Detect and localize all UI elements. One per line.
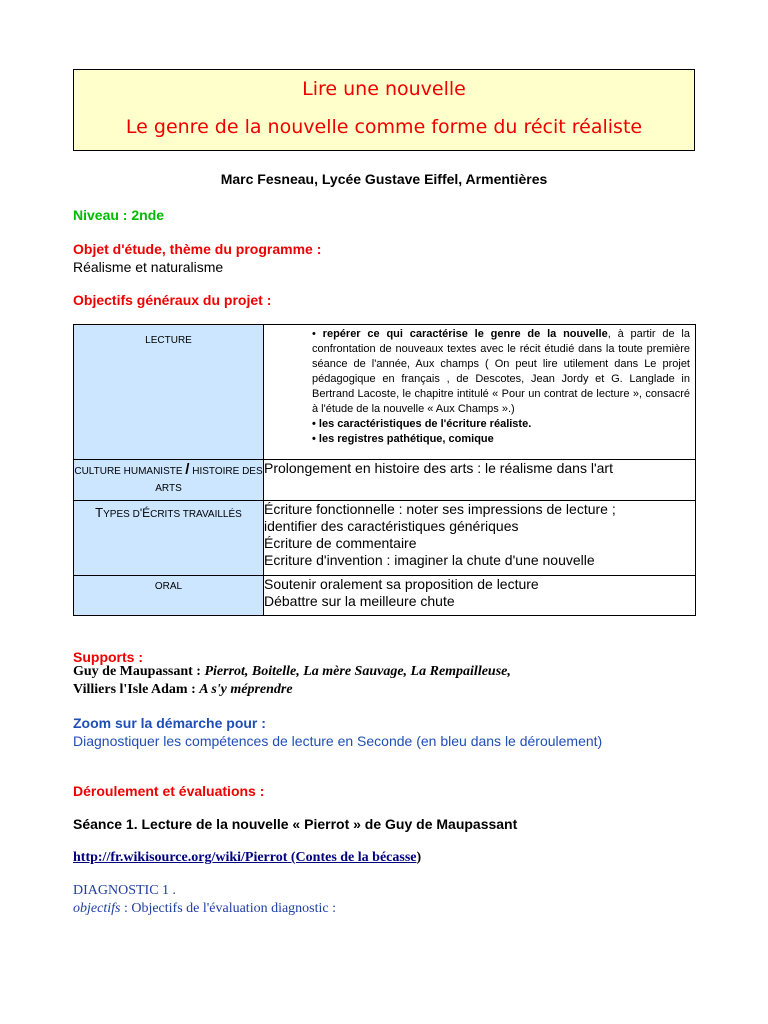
oral-content [264,576,696,616]
types-line-2: identifier des caractéristiques génériques [264,518,519,534]
zoom-label: Zoom sur la démarche pour : [73,715,266,731]
culture-label-2: HISTOIRE DES ARTS [155,466,263,494]
types-label-1: YPES D [103,509,140,520]
objet-value: Réalisme et naturalisme [73,259,224,275]
oral-line-2: Débattre sur la meilleure chute [264,593,455,609]
objectives-table [73,324,696,616]
supports-label: Supports : [73,649,143,665]
oral-cell [74,576,264,616]
types-label [74,501,263,523]
source-link-url: http://fr.wikisource.org/wiki/Pierrot [73,850,288,865]
types-label-cap2: 'É [139,506,151,520]
objectifs-rest: : Objectifs de l'évaluation diagnostic : [120,901,337,916]
author-line: Marc Fesneau, Lycée Gustave Eiffel, Armentières [220,171,548,187]
lecture-bullet-3: • les registres pathétique, comique [312,433,494,445]
seance-heading: Séance 1. Lecture de la nouvelle « Pierrot » de Guy de Maupassant [73,816,518,832]
supports-line-2 [73,682,293,698]
oral-line-1: Soutenir oralement sa proposition de lecture [264,576,539,592]
culture-value-text: Prolongement en histoire des arts : le réalisme dans l'art [264,460,613,476]
culture-label-1: CULTURE HUMANISTE [74,466,183,477]
objectifs-italic: objectifs [73,901,121,916]
types-line-4: Ecriture d'invention : imaginer la chute d'une nouvelle [264,552,595,568]
objet-label: Objet d'étude, thème du programme : [73,241,322,257]
culture-label [74,460,263,497]
lecture-cell [74,325,264,460]
supports-line-1 [73,664,511,680]
lecture-bullet-1-bold: repérer ce qui caractérise le genre de la nouvelle [322,328,608,340]
supports-author-2: Villiers l'Isle Adam : [73,682,200,697]
supports-works-2: A s'y méprendre [199,682,293,697]
lecture-bullets [264,325,695,449]
table-row [74,501,696,576]
lecture-content [264,325,696,460]
types-line-3: Écriture de commentaire [264,535,417,551]
source-link[interactable] [73,850,417,865]
types-content [264,501,696,576]
source-link-text: (Contes de la bécasse [290,850,417,865]
culture-separator: / [185,461,190,478]
lecture-bullet-1: • repérer ce qui caractérise le genre de la nouvelle, à partir de la confrontation de nouveaux textes avec le récit étudié dans la toute première séance de l'année, Aux champs ( On peut lire utilement dans Le projet pédagogique en français , de Descotes, Jean Jordy et G. Langlade in Bertrand Lacoste, le chapitre intitulé « Pour un contrat de lecture », consacré à l'étude de la nouvelle « Aux Champs ».) [312,328,690,415]
lecture-label: LECTURE [145,335,192,346]
oral-label: ORAL [154,581,183,592]
title-line-1: Lire une nouvelle [302,78,466,100]
culture-cell [74,460,264,501]
lecture-bullet-2: • les caractéristiques de l'écriture réaliste. [312,418,532,430]
niveau-label: Niveau : 2nde [73,207,165,223]
types-cell [74,501,264,576]
objectifs-line [73,901,336,917]
types-label-2: CRITS TRAVAILLÉS [150,509,242,520]
lecture-bullet-1-rest: , à partir de la confrontation de nouveaux textes avec le récit étudié dans la toute première séance de l'année, Aux champs ( On peut lire utilement dans Le projet pédagogique en français , de Descotes, Jean Jordy et G. Langlade in Bertrand Lacoste, le chapitre intitulé « Pour un contrat de lecture », consacré à l'étude de la nouvelle « Aux Champs ».) [312,328,690,415]
diagnostic-label: DIAGNOSTIC 1 . [73,883,177,898]
table-row [74,576,696,616]
table-row [74,460,696,501]
lecture-bullet-3-text: les registres pathétique, comique [318,433,494,445]
objectifs-label: Objectifs généraux du projet : [73,292,272,308]
lecture-bullet-2-text: les caractéristiques de l'écriture réaliste. [318,418,532,430]
types-label-cap: T [95,505,104,520]
table-row [74,325,696,460]
deroulement-label: Déroulement et évaluations : [73,783,265,799]
source-link-line [73,850,421,866]
source-link-close: ) [416,850,422,865]
supports-author-1: Guy de Maupassant : [73,664,205,679]
title-box [73,69,695,151]
supports-works-1: Pierrot, Boitelle, La mère Sauvage, La Rempailleuse, [204,664,511,679]
title-line-2: Le genre de la nouvelle comme forme du récit réaliste [125,116,643,138]
types-line-1: Écriture fonctionnelle : noter ses impressions de lecture ; [264,501,616,517]
culture-value [264,460,696,501]
zoom-value: Diagnostiquer les compétences de lecture en Seconde (en bleu dans le déroulement) [73,733,603,749]
